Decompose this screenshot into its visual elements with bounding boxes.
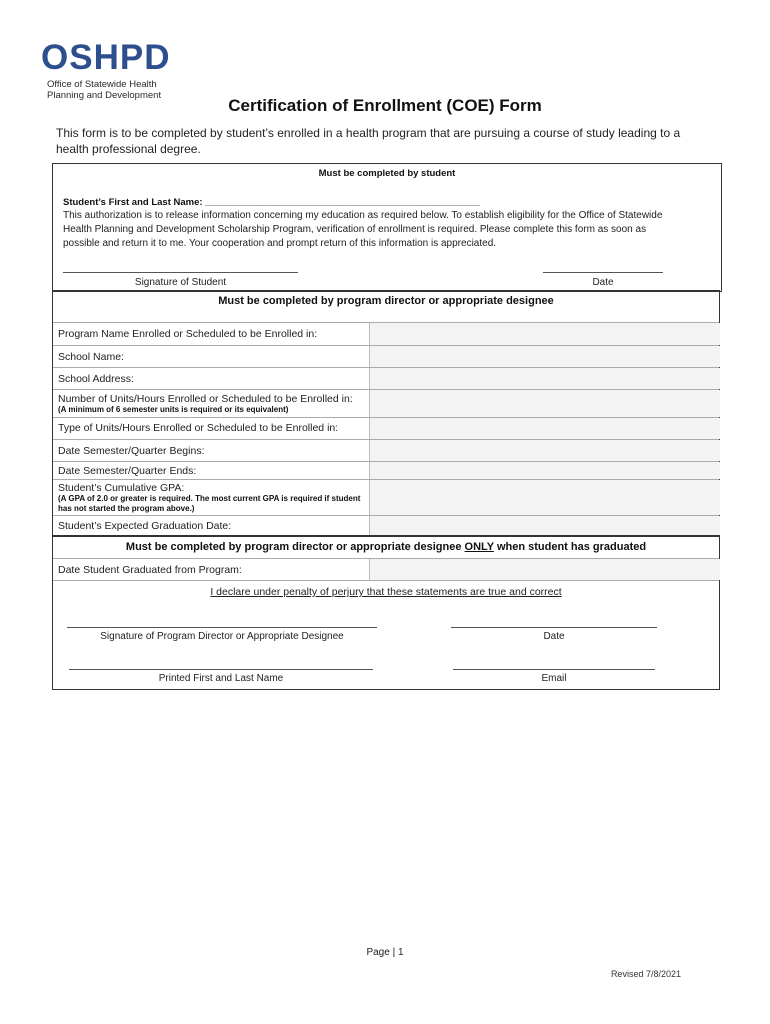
logo-subtitle-line1: Office of Statewide Health: [47, 79, 157, 90]
student-section: [52, 163, 722, 292]
gpa-input[interactable]: [369, 480, 720, 515]
intro-text: This form is to be completed by student’s enrolled in a health program that are pursuing a course of study leading to a health professional degree.: [56, 126, 681, 156]
form-row-school-name: [53, 345, 719, 367]
row-label: Student’s Expected Graduation Date:: [58, 520, 232, 532]
row-label: School Address:: [58, 373, 134, 385]
school-address-input[interactable]: [369, 368, 720, 389]
graduated-header-text: Must be completed by program director or appropriate designee: [125, 541, 465, 553]
form-row-units-enrolled: [53, 389, 719, 417]
school-name-input[interactable]: [369, 346, 720, 367]
page-number: Page | 1: [366, 947, 404, 958]
row-label: Type of Units/Hours Enrolled or Scheduled to be Enrolled in:: [58, 422, 339, 434]
program-director-section: [52, 290, 720, 536]
oshpd-logo: OSHPD: [41, 38, 171, 77]
authorization-text: This authorization is to release information concerning my education as required below. To establish eligibility for the Office of Statewide Health Planning and Development Scholarship Program, verification of enrollment is required. Please complete this form as soon as possible and return it to me. Your cooperation and prompt return of this information is appreciated.: [63, 210, 663, 249]
form-title: Certification of Enrollment (COE) Form: [228, 96, 542, 115]
student-name-field[interactable]: Student’s First and Last Name: ____________________________________________________: [63, 197, 480, 208]
email-label: Email: [541, 673, 567, 684]
unit-type-input[interactable]: [369, 418, 720, 439]
printed-name-label: Printed First and Last Name: [158, 673, 284, 684]
row-label: Date Semester/Quarter Begins:: [58, 445, 205, 457]
form-row-date-graduated: [53, 558, 719, 580]
perjury-declaration: I declare under penalty of perjury that these statements are true and correct: [210, 586, 562, 598]
revision-date: Revised 7/8/2021: [610, 969, 681, 979]
logo-subtitle-line2: Planning and Development: [47, 90, 162, 101]
row-label: Date Student Graduated from Program:: [58, 564, 242, 576]
expected-graduation-input[interactable]: [369, 516, 720, 535]
row-label: Program Name Enrolled or Scheduled to be Enrolled in:: [58, 328, 318, 340]
row-label: School Name:: [58, 351, 124, 363]
form-row-school-address: [53, 367, 719, 389]
row-note: (A minimum of 6 semester units is required or its equivalent): [58, 405, 289, 414]
form-row-date-ends: [53, 461, 719, 479]
graduated-section: [52, 536, 720, 690]
form-row-gpa: [53, 479, 719, 515]
row-label: Number of Units/Hours Enrolled or Scheduled to be Enrolled in:: [58, 393, 353, 405]
director-date-line[interactable]: [451, 627, 657, 628]
date-begins-input[interactable]: [369, 440, 720, 461]
form-row-program-name: [53, 322, 719, 345]
student-date-label: Date: [592, 277, 614, 288]
units-enrolled-input[interactable]: [369, 390, 720, 417]
director-signature-line[interactable]: [67, 627, 377, 628]
email-line[interactable]: [453, 669, 655, 670]
graduated-section-header: [53, 541, 719, 553]
form-row-unit-type: [53, 417, 719, 439]
row-note: (A GPA of 2.0 or greater is required. The most current GPA is required if student has not started the program above.): [58, 494, 361, 513]
graduated-header-emphasis: ONLY: [464, 541, 494, 553]
program-name-input[interactable]: [369, 323, 720, 345]
student-signature-line[interactable]: [63, 272, 298, 273]
printed-name-line[interactable]: [69, 669, 373, 670]
student-signature-label: Signature of Student: [134, 277, 227, 288]
student-date-line[interactable]: [543, 272, 663, 273]
date-graduated-input[interactable]: [369, 559, 720, 580]
date-ends-input[interactable]: [369, 462, 720, 479]
director-signature-label: Signature of Program Director or Appropriate Designee: [100, 631, 344, 642]
student-section-header: Must be completed by student: [318, 168, 456, 179]
program-section-header: Must be completed by program director or appropriate designee: [218, 295, 554, 307]
row-label: Date Semester/Quarter Ends:: [58, 465, 197, 477]
form-row-date-begins: [53, 439, 719, 461]
graduated-header-tail: when student has graduated: [493, 541, 647, 553]
row-label: Student’s Cumulative GPA:: [58, 482, 185, 494]
director-date-label: Date: [543, 631, 565, 642]
form-row-expected-graduation: [53, 515, 719, 535]
divider: [53, 580, 719, 581]
